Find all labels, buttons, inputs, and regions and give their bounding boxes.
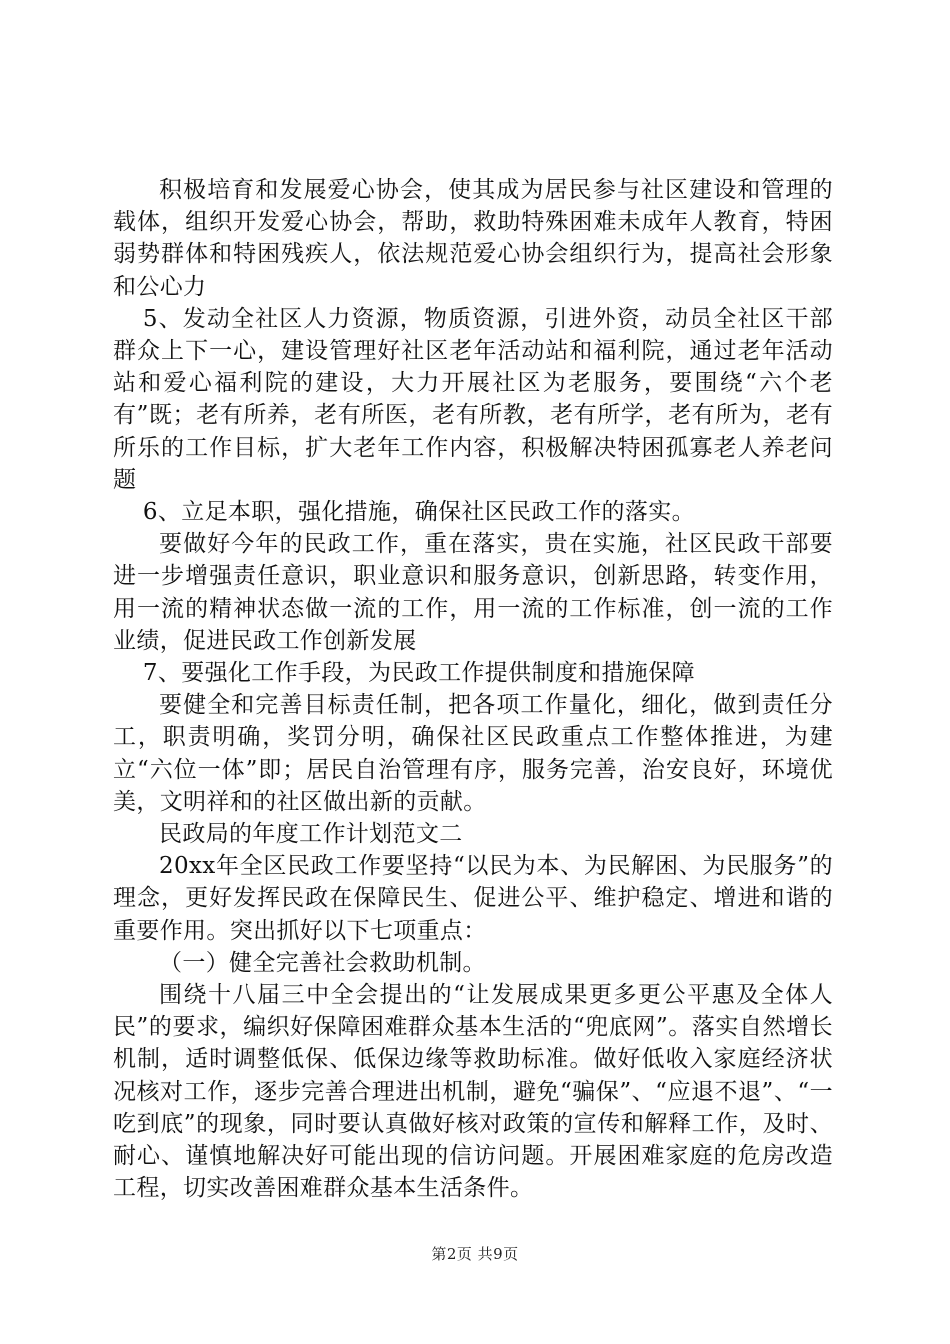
paragraph-assistance-details: 围绕十八届三中全会提出的“让发展成果更多更公平惠及全体人民”的要求，编织好保障困难群众基本生活的“兜底网”。落实自然增长机制，适时调整低保、低保边缘等救助标准。做好低收入家庭经济状况核对工作，逐步完善合理进出机制，避免“骗保”、“应退不退”、“一吃到底”的现象，同时要认真做好核对政策的宣传和解释工作，及时、耐心、谨慎地解决好可能出现的信访问题。开展困难家庭的危房改造工程，切实改善困难群众基本生活条件。 [113,982,833,1202]
paragraph-implementation: 要做好今年的民政工作，重在落实，贵在实施，社区民政干部要进一步增强责任意识，职业意识和服务意识，创新思路，转变作用，用一流的精神状态做一流的工作，用一流的工作标准，创一流的工作业绩，促进民政工作创新发展 [113,531,833,654]
page-footer: 第2页 共9页 [431,1245,519,1263]
subheading-social-assistance: （一）健全完善社会救助机制。 [159,949,486,976]
paragraph-item-7: 7、要强化工作手段，为民政工作提供制度和措施保障 [142,660,695,687]
section-heading-sample-two: 民政局的年度工作计划范文二 [159,821,463,848]
paragraph-love-association: 积极培育和发展爱心协会，使其成为居民参与社区建设和管理的载体，组织开发爱心协会，帮助，救助特殊困难未成年人教育，特困弱势群体和特困残疾人，依法规范爱心协会组织行为，提高社会形象和公心力 [113,177,833,300]
paragraph-item-6: 6、立足本职，强化措施，确保社区民政工作的落实。 [142,499,695,526]
paragraph-item-5: 5、发动全社区人力资源，物质资源，引进外资，动员全社区干部群众上下一心，建设管理好社区老年活动站和福利院，通过老年活动站和爱心福利院的建设，大力开展社区为老服务，要围绕“六个老有”既；老有所养，老有所医，老有所教，老有所学，老有所为，老有所乐的工作目标，扩大老年工作内容，积极解决特困孤寡老人养老问题 [113,305,833,493]
document-body [113,174,833,1205]
paragraph-annual-goal: 20xx年全区民政工作要坚持“以民为本、为民解困、为民服务”的理念，更好发挥民政在保障民生、促进公平、维护稳定、增进和谐的重要作用。突出抓好以下七项重点： [113,853,833,944]
paragraph-responsibility: 要健全和完善目标责任制，把各项工作量化，细化，做到责任分工，职责明确，奖罚分明，确保社区民政重点工作整体推进，为建立“六位一体”即；居民自治管理有序，服务完善，治安良好，环境优美，文明祥和的社区做出新的贡献。 [113,692,833,815]
